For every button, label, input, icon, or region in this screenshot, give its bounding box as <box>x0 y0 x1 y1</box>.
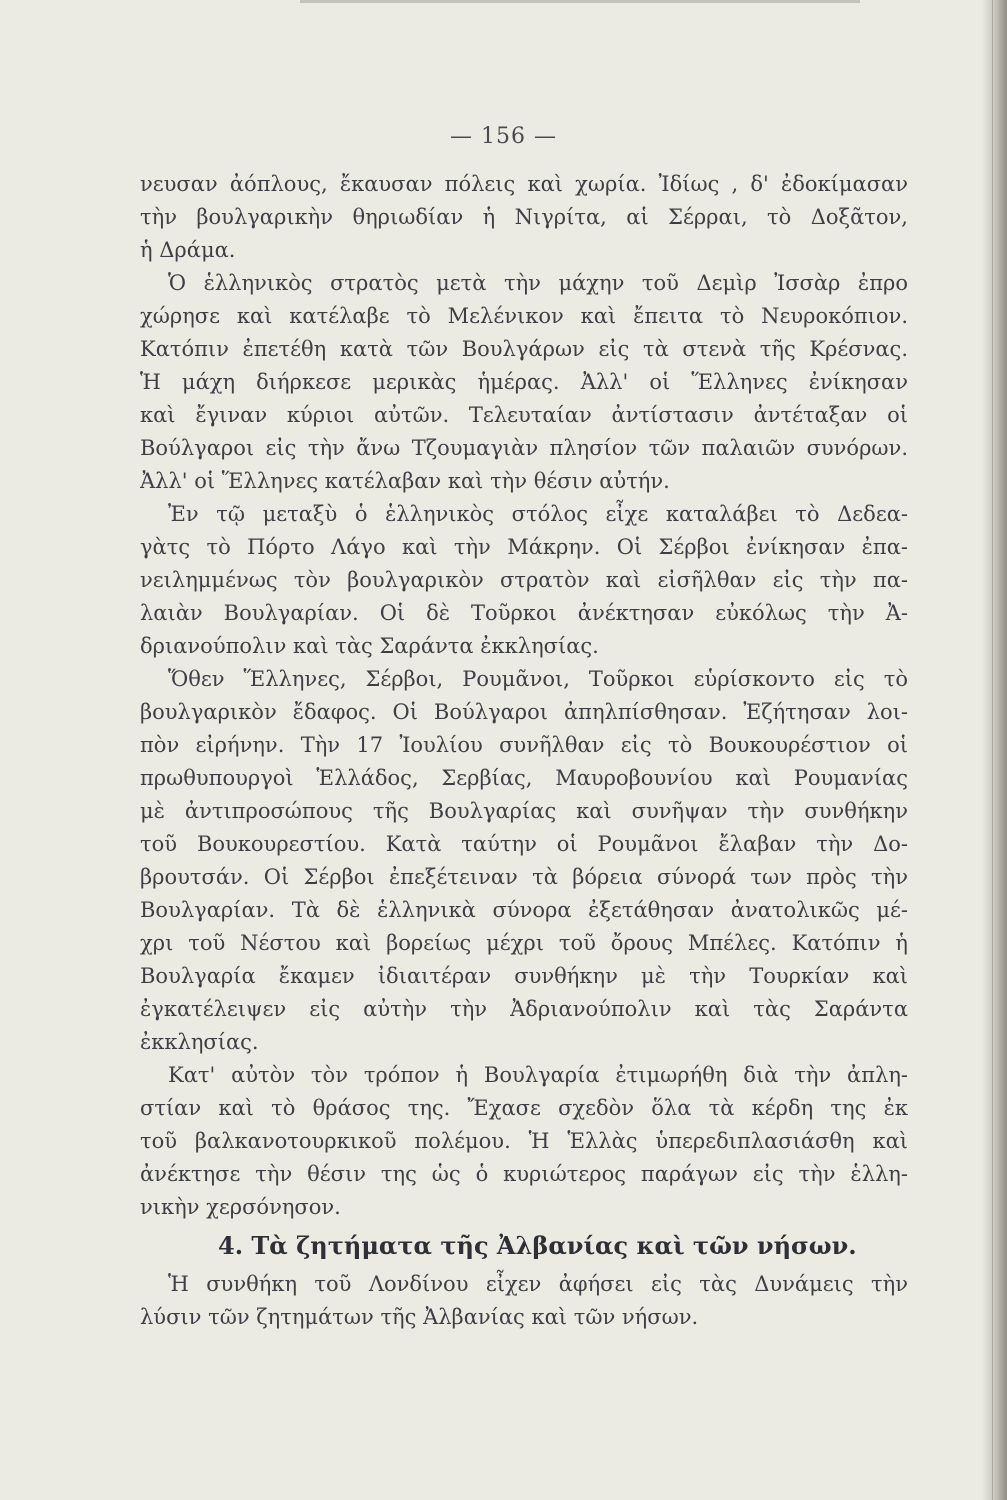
text-line: ἐκκλησίας. <box>140 1030 259 1054</box>
text-line: βουλγαρικὸν ἔδαφος. Οἱ Βούλγαροι ἀπηλπίσθησαν. Ἐζήτησαν λοι- <box>140 700 908 724</box>
text-line: Βουλγαρία ἔκαμεν ἰδιαιτέραν συνθήκην μὲ τὴν Τουρκίαν καὶ <box>140 964 908 988</box>
text-line: μὲ ἀντιπροσώπους τῆς Βουλγαρίας καὶ συνῆψαν τὴν συνθήκην <box>140 799 908 823</box>
text-line: Ὁ ἑλληνικὸς στρατὸς μετὰ τὴν μάχην τοῦ Δεμὶρ Ἰσσὰρ ἐπρο <box>168 271 908 295</box>
text-line: γὰτς τὸ Πόρτο Λάγο καὶ τὴν Μάκρην. Οἱ Σέρβοι ἐνίκησαν ἐπα- <box>140 535 908 559</box>
text-line: νειλημμένως τὸν βουλγαρικὸν στρατὸν καὶ εἰσῆλθαν εἰς τὴν πα- <box>140 568 908 592</box>
text-line: Ἡ συνθήκη τοῦ Λονδίνου εἶχεν ἀφήσει εἰς τὰς Δυνάμεις τὴν <box>168 1272 908 1296</box>
text-line: Ἡ μάχη διήρκεσε μερικὰς ἡμέρας. Ἀλλ' οἱ Ἕλληνες ἐνίκησαν <box>140 370 908 394</box>
text-line: Ἀλλ' οἱ Ἕλληνες κατέλαβαν καὶ τὴν θέσιν αὐτήν. <box>140 469 670 493</box>
page-shadow <box>981 0 1007 1500</box>
text-line: Κατ' αὐτὸν τὸν τρόπον ἡ Βουλγαρία ἐτιμωρήθη διὰ τὴν ἀπλη- <box>168 1063 908 1087</box>
text-line: πρωθυπουργοὶ Ἑλλάδος, Σερβίας, Μαυροβουνίου καὶ Ρουμανίας <box>140 766 908 790</box>
body-text <box>140 168 908 1334</box>
text-line: τοῦ Βουκουρεστίου. Κατὰ ταύτην οἱ Ρουμᾶνοι ἔλαβαν τὴν Δο- <box>140 832 908 856</box>
text-line: ἐγκατέλειψεν εἰς αὐτὴν τὴν Ἀδριανούπολιν καὶ τὰς Σαράντα <box>140 997 908 1021</box>
text-line: βρουτσάν. Οἱ Σέρβοι ἐπεξέτειναν τὰ βόρεια σύνορά των πρὸς τὴν <box>140 865 908 889</box>
text-line: χώρησε καὶ κατέλαβε τὸ Μελένικον καὶ ἔπειτα τὸ Νευροκόπιον. <box>140 304 908 328</box>
section-heading: 4. Τὰ ζητήματα τῆς Ἀλβανίας καὶ τῶν νήσων. <box>218 1231 857 1260</box>
text-line: δριανούπολιν καὶ τὰς Σαράντα ἐκκλησίας. <box>140 634 599 658</box>
text-line: Ὅθεν Ἕλληνες, Σέρβοι, Ρουμᾶνοι, Τοῦρκοι εὑρίσκοντο εἰς τὸ <box>168 667 908 691</box>
text-line: πὸν εἰρήνην. Τὴν 17 Ἰουλίου συνῆλθαν εἰς τὸ Βουκουρέστιον οἱ <box>140 733 908 757</box>
text-line: νικὴν χερσόνησον. <box>140 1195 341 1219</box>
text-line: χρι τοῦ Νέστου καὶ βορείως μέχρι τοῦ ὄρους Μπέλες. Κατόπιν ἡ <box>140 931 908 955</box>
text-line: τοῦ βαλκανοτουρκικοῦ πολέμου. Ἡ Ἑλλὰς ὑπερεδιπλασιάσθη καὶ <box>140 1129 908 1153</box>
text-line: καὶ ἔγιναν κύριοι αὐτῶν. Τελευταίαν ἀντίστασιν ἀντέταξαν οἱ <box>140 403 908 427</box>
page-number: — 156 — <box>450 124 557 149</box>
text-line: λύσιν τῶν ζητημάτων τῆς Ἀλβανίας καὶ τῶν νήσων. <box>140 1305 699 1329</box>
text-line: λαιὰν Βουλγαρίαν. Οἱ δὲ Τοῦρκοι ἀνέκτησαν εὐκόλως τὴν Ἀ- <box>140 601 908 625</box>
text-line: Βουλγαρίαν. Τὰ δὲ ἑλληνικὰ σύνορα ἐξετάθησαν ἀνατολικῶς μέ- <box>140 898 908 922</box>
scan-top-edge <box>300 0 860 3</box>
text-line: ἡ Δράμα. <box>140 238 236 262</box>
text-line: Βούλγαροι εἰς τὴν ἄνω Τζουμαγιὰν πλησίον τῶν παλαιῶν συνόρων. <box>140 436 908 460</box>
text-line: Κατόπιν ἐπετέθη κατὰ τῶν Βουλγάρων εἰς τὰ στενὰ τῆς Κρέσνας. <box>140 337 908 361</box>
text-line: Ἐν τῷ μεταξὺ ὁ ἑλληνικὸς στόλος εἶχε καταλάβει τὸ Δεδεα- <box>168 502 908 526</box>
text-line: νευσαν ἀόπλους, ἔκαυσαν πόλεις καὶ χωρία. Ἰδίως , δ' ἐδοκίμασαν <box>140 172 908 196</box>
text-line: τὴν βουλγαρικὴν θηριωδίαν ἡ Νιγρίτα, αἱ Σέρραι, τὸ Δοξᾶτον, <box>140 205 908 229</box>
text-line: ἀνέκτησε τὴν θέσιν της ὡς ὁ κυριώτερος παράγων εἰς τὴν ἑλλη- <box>140 1162 908 1186</box>
text-line: στίαν καὶ τὸ θράσος της. Ἔχασε σχεδὸν ὅλα τὰ κέρδη της ἐκ <box>140 1096 908 1120</box>
